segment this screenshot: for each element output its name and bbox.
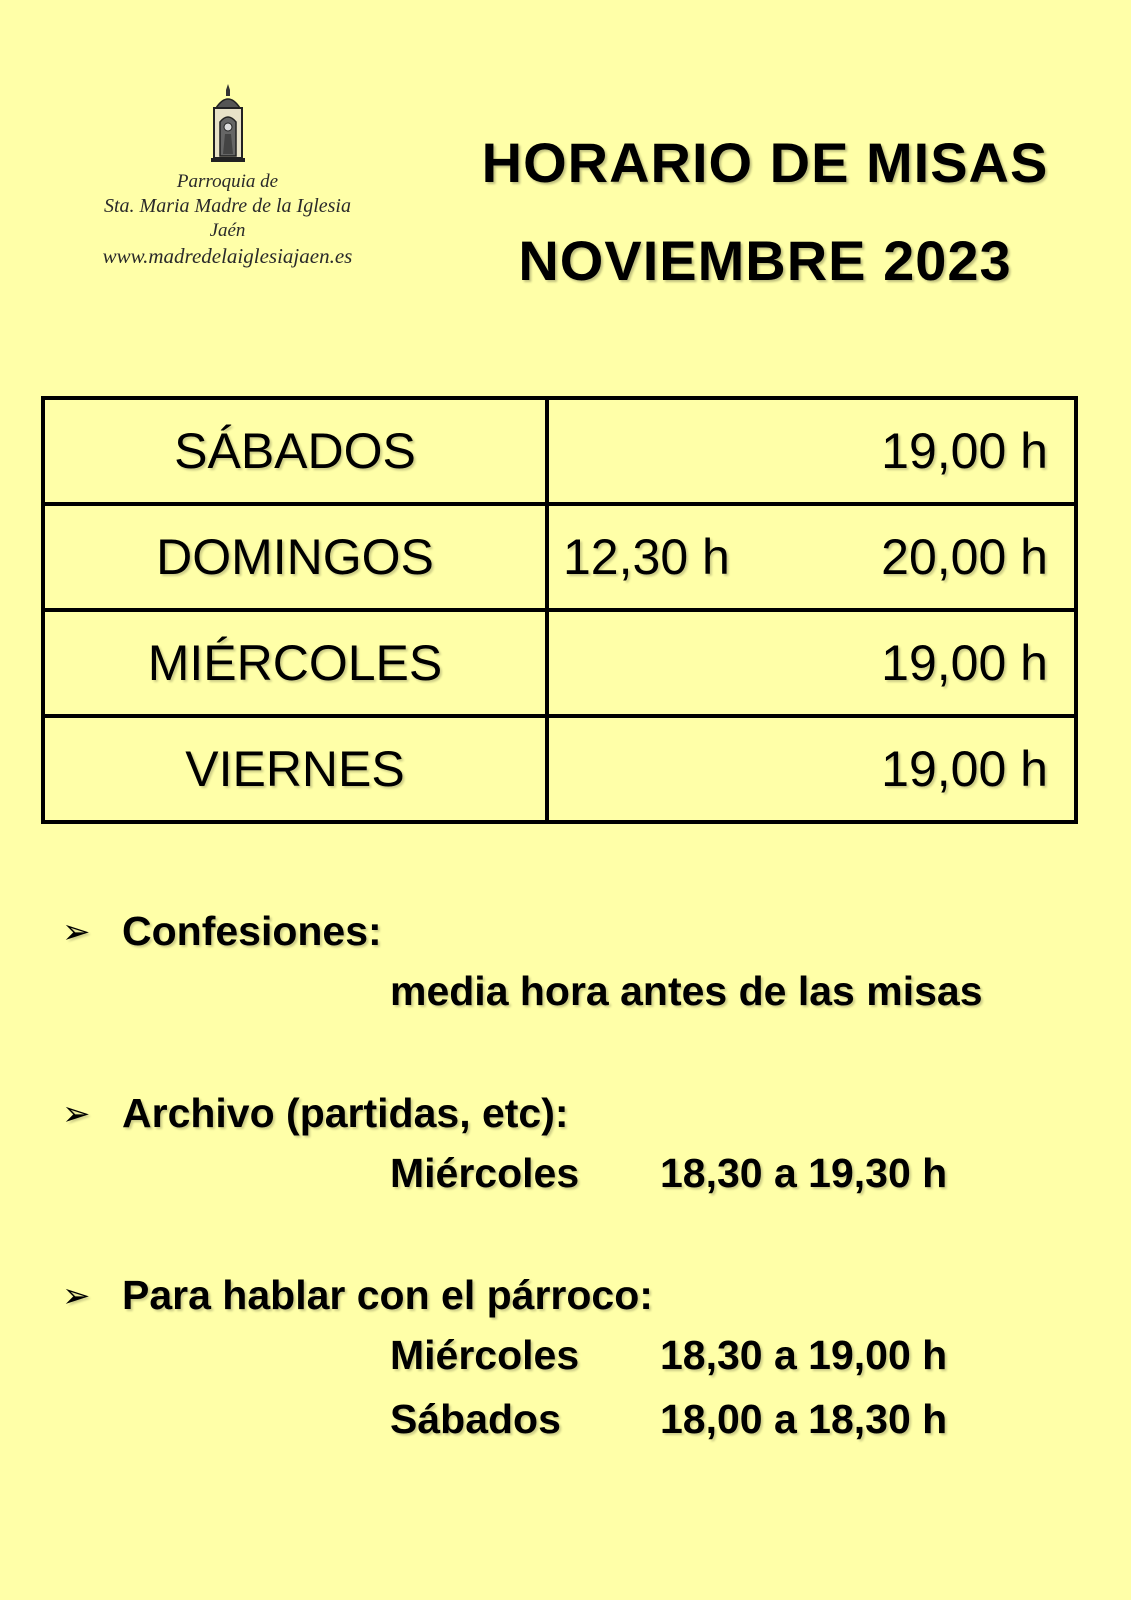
parroco-hours-1: 18,30 a 19,00 h bbox=[660, 1332, 948, 1378]
parroco-day-1: Miércoles bbox=[390, 1332, 580, 1378]
table-row bbox=[43, 610, 1076, 716]
arrow-bullet-icon: ➢ bbox=[62, 913, 91, 951]
parroco-hours-2: 18,00 a 18,30 h bbox=[660, 1396, 948, 1442]
page-title: HORARIO DE MISAS bbox=[481, 131, 1049, 194]
time-1: 12,30 h bbox=[563, 529, 730, 585]
archivo-heading: Archivo (partidas, etc): bbox=[122, 1090, 569, 1136]
parish-logo bbox=[40, 82, 415, 282]
logo-line-3: Jaén bbox=[209, 220, 246, 241]
times-cell bbox=[547, 504, 1076, 610]
time-2: 19,00 h bbox=[881, 741, 1048, 797]
arrow-bullet-icon: ➢ bbox=[62, 1277, 91, 1315]
page-subtitle-month: NOVIEMBRE 2023 bbox=[518, 229, 1012, 292]
times-cell bbox=[547, 610, 1076, 716]
arrow-bullet-icon: ➢ bbox=[62, 1095, 91, 1133]
logo-line-2: Sta. Maria Madre de la Iglesia bbox=[103, 195, 351, 217]
church-icon bbox=[206, 82, 250, 164]
table-row bbox=[43, 504, 1076, 610]
archivo-day: Miércoles bbox=[390, 1150, 580, 1196]
day-cell: DOMINGOS bbox=[43, 504, 547, 610]
confesiones-detail: media hora antes de las misas bbox=[390, 968, 983, 1014]
times-cell bbox=[547, 398, 1076, 504]
table-row bbox=[43, 398, 1076, 504]
time-2: 20,00 h bbox=[881, 529, 1048, 585]
logo-website: www.madredelaiglesiajaen.es bbox=[102, 244, 353, 268]
mass-schedule-table bbox=[41, 396, 1078, 824]
day-cell: MIÉRCOLES bbox=[43, 610, 547, 716]
parroco-day-2: Sábados bbox=[390, 1396, 561, 1442]
confesiones-heading: Confesiones: bbox=[122, 908, 382, 954]
time-2: 19,00 h bbox=[881, 635, 1048, 691]
parroco-heading: Para hablar con el párroco: bbox=[122, 1272, 653, 1318]
archivo-hours: 18,30 a 19,30 h bbox=[660, 1150, 948, 1196]
day-cell: VIERNES bbox=[43, 716, 547, 822]
day-cell: SÁBADOS bbox=[43, 398, 547, 504]
time-2: 19,00 h bbox=[881, 423, 1048, 479]
table-row bbox=[43, 716, 1076, 822]
times-cell bbox=[547, 716, 1076, 822]
logo-line-1: Parroquia de bbox=[176, 171, 279, 192]
